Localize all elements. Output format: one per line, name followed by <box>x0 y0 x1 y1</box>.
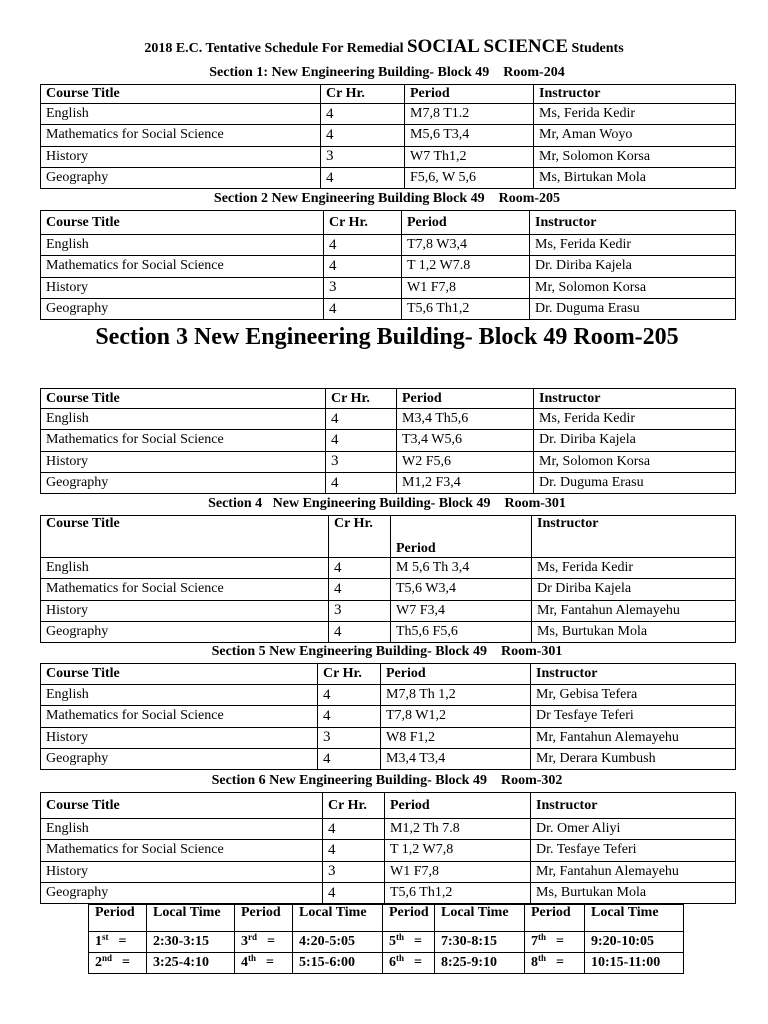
local-time-cell: 5:15-6:00 <box>293 953 383 974</box>
period-cell: M1,2 F3,4 <box>397 472 534 493</box>
local-time-cell: 3:25-4:10 <box>147 953 235 974</box>
course-title-cell: History <box>41 451 326 472</box>
local-time-cell: 8:25-9:10 <box>435 953 525 974</box>
period-number-cell <box>235 932 293 953</box>
column-header: Instructor <box>532 516 736 558</box>
table-row <box>41 861 736 882</box>
instructor-cell: Ms, Burtukan Mola <box>531 882 736 903</box>
local-time-cell: 7:30-8:15 <box>435 932 525 953</box>
period-ordinal-suffix: th <box>538 932 547 942</box>
period-cell: T 1,2 W7.8 <box>402 256 530 277</box>
period-time-header: Period <box>89 905 147 932</box>
equals-sign: = <box>118 934 127 949</box>
period-cell: W8 F1,2 <box>381 727 531 748</box>
equals-sign: = <box>414 934 422 949</box>
instructor-cell: Ms, Ferida Kedir <box>534 104 736 125</box>
instructor-cell: Mr, Aman Woyo <box>534 125 736 146</box>
course-title-cell: Geography <box>41 472 326 493</box>
table-header-row <box>41 211 736 235</box>
course-title-cell: Mathematics for Social Science <box>41 706 318 727</box>
section-1-heading: Section 1: New Engineering Building- Block 49 Room-204 <box>209 65 565 80</box>
period-ordinal-suffix: th <box>396 932 405 942</box>
section-4-heading: Section 4 New Engineering Building- Block 49 Room-301 <box>208 496 566 511</box>
table-header-row <box>41 664 736 685</box>
title-highlight: SOCIAL SCIENCE <box>406 36 569 57</box>
course-title-cell: Mathematics for Social Science <box>41 256 324 277</box>
period-time-header: Local Time <box>585 905 684 932</box>
instructor-cell: Mr, Solomon Korsa <box>530 277 736 298</box>
course-title-cell: English <box>41 409 326 430</box>
period-number-cell <box>89 932 147 953</box>
period-cell: T5,6 Th1,2 <box>402 298 530 319</box>
period-cell: T7,8 W3,4 <box>402 235 530 256</box>
period-ordinal-suffix: th <box>248 953 257 963</box>
credit-hour-cell: 4 <box>323 819 385 840</box>
column-header: Course Title <box>41 211 324 235</box>
period-cell: M5,6 T3,4 <box>405 125 534 146</box>
period-ordinal-suffix: st <box>102 932 109 942</box>
table-row <box>41 600 736 621</box>
period-cell: T5,6 W3,4 <box>391 579 532 600</box>
credit-hour-cell: 4 <box>329 621 391 642</box>
column-header: Instructor <box>531 664 736 685</box>
period-cell: T3,4 W5,6 <box>397 430 534 451</box>
period-number: 7 <box>531 934 538 949</box>
credit-hour-cell: 4 <box>326 430 397 451</box>
credit-hour-cell: 4 <box>321 104 405 125</box>
period-number: 4 <box>241 955 248 970</box>
table-row <box>41 727 736 748</box>
instructor-cell: Ms, Burtukan Mola <box>532 621 736 642</box>
period-ordinal-suffix: nd <box>102 953 113 963</box>
table-header-row <box>41 85 736 104</box>
table-row <box>41 430 736 451</box>
title-prefix: 2018 E.C. Tentative Schedule For Remedial <box>144 41 404 56</box>
period-ordinal-suffix: rd <box>248 932 257 942</box>
instructor-cell: Dr. Tesfaye Teferi <box>531 840 736 861</box>
column-header: Course Title <box>41 389 326 409</box>
credit-hour-cell: 4 <box>321 167 405 188</box>
period-number: 8 <box>531 955 538 970</box>
period-cell: F5,6, W 5,6 <box>405 167 534 188</box>
table-row <box>41 277 736 298</box>
period-cell: T5,6 Th1,2 <box>385 882 531 903</box>
instructor-cell: Ms, Birtukan Mola <box>534 167 736 188</box>
period-number-cell <box>383 932 435 953</box>
period-time-header: Local Time <box>147 905 235 932</box>
period-number-cell <box>525 932 585 953</box>
table-header-row <box>41 389 736 409</box>
column-header: Course Title <box>41 664 318 685</box>
course-title-cell: English <box>41 685 318 706</box>
credit-hour-cell: 3 <box>321 146 405 167</box>
column-header: Course Title <box>41 85 321 104</box>
section-4-table <box>40 515 736 643</box>
credit-hour-cell: 4 <box>318 685 381 706</box>
local-time-cell: 4:20-5:05 <box>293 932 383 953</box>
table-row <box>41 167 736 188</box>
credit-hour-cell: 4 <box>329 579 391 600</box>
period-number-cell <box>525 953 585 974</box>
period-number-cell <box>235 953 293 974</box>
course-title-cell: English <box>41 104 321 125</box>
period-ordinal-suffix: th <box>538 953 547 963</box>
period-number-cell <box>89 953 147 974</box>
period-number: 1 <box>95 934 102 949</box>
instructor-cell: Mr, Solomon Korsa <box>534 451 736 472</box>
column-header: Period <box>402 211 530 235</box>
course-title-cell: History <box>41 277 324 298</box>
period-time-header: Period <box>525 905 585 932</box>
table-row <box>41 146 736 167</box>
instructor-cell: Mr, Gebisa Tefera <box>531 685 736 706</box>
period-cell: T 1,2 W7,8 <box>385 840 531 861</box>
column-header: Period <box>391 516 532 558</box>
column-header: Period <box>397 389 534 409</box>
instructor-cell: Dr. Diriba Kajela <box>534 430 736 451</box>
instructor-cell: Ms, Ferida Kedir <box>532 558 736 579</box>
period-time-header-row <box>89 905 684 932</box>
credit-hour-cell: 4 <box>326 409 397 430</box>
column-header: Cr Hr. <box>321 85 405 104</box>
equals-sign: = <box>267 934 275 949</box>
title-suffix: Students <box>571 41 624 56</box>
period-cell: W7 Th1,2 <box>405 146 534 167</box>
column-header: Cr Hr. <box>324 211 402 235</box>
table-row <box>41 298 736 319</box>
credit-hour-cell: 4 <box>323 882 385 903</box>
period-cell: M 5,6 Th 3,4 <box>391 558 532 579</box>
course-title-cell: Geography <box>41 167 321 188</box>
column-header: Cr Hr. <box>326 389 397 409</box>
instructor-cell: Mr, Fantahun Alemayehu <box>532 600 736 621</box>
period-cell: W7 F3,4 <box>391 600 532 621</box>
period-time-row <box>89 953 684 974</box>
instructor-cell: Ms, Ferida Kedir <box>530 235 736 256</box>
course-title-cell: Mathematics for Social Science <box>41 579 329 600</box>
credit-hour-cell: 4 <box>323 840 385 861</box>
table-row <box>41 125 736 146</box>
course-title-cell: English <box>41 235 324 256</box>
credit-hour-cell: 4 <box>324 235 402 256</box>
period-cell: W2 F5,6 <box>397 451 534 472</box>
table-row <box>41 579 736 600</box>
column-header: Instructor <box>534 389 736 409</box>
table-row <box>41 451 736 472</box>
course-title-cell: Geography <box>41 882 323 903</box>
table-row <box>41 685 736 706</box>
table-row <box>41 409 736 430</box>
instructor-cell: Dr. Omer Aliyi <box>531 819 736 840</box>
period-cell: T7,8 W1,2 <box>381 706 531 727</box>
section-2-heading: Section 2 New Engineering Building Block 49 Room-205 <box>213 191 561 206</box>
instructor-cell: Dr Diriba Kajela <box>532 579 736 600</box>
credit-hour-cell: 3 <box>326 451 397 472</box>
local-time-cell: 2:30-3:15 <box>147 932 235 953</box>
column-header: Cr Hr. <box>323 793 385 819</box>
period-number: 3 <box>241 934 248 949</box>
credit-hour-cell: 4 <box>326 472 397 493</box>
section-3-heading: Section 3 New Engineering Building- Block 49 Room-205 <box>95 324 679 350</box>
period-time-header: Period <box>235 905 293 932</box>
column-header: Instructor <box>530 211 736 235</box>
table-row <box>41 558 736 579</box>
table-row <box>41 472 736 493</box>
table-row <box>41 706 736 727</box>
period-ordinal-suffix: th <box>396 953 405 963</box>
period-cell: M1,2 Th 7.8 <box>385 819 531 840</box>
instructor-cell: Mr, Derara Kumbush <box>531 748 736 769</box>
period-cell: M3,4 Th5,6 <box>397 409 534 430</box>
section-5-table <box>40 663 736 770</box>
course-title-cell: English <box>41 558 329 579</box>
equals-sign: = <box>414 955 422 970</box>
section-3-table <box>40 388 736 494</box>
equals-sign: = <box>556 955 564 970</box>
instructor-cell: Dr. Duguma Erasu <box>534 472 736 493</box>
section-6-table <box>40 792 736 904</box>
column-header: Period <box>405 85 534 104</box>
local-time-cell: 9:20-10:05 <box>585 932 684 953</box>
table-row <box>41 256 736 277</box>
equals-sign: = <box>556 934 564 949</box>
local-time-cell: 10:15-11:00 <box>585 953 684 974</box>
period-time-header: Period <box>383 905 435 932</box>
period-number: 5 <box>389 934 396 949</box>
instructor-cell: Mr, Solomon Korsa <box>534 146 736 167</box>
period-number: 6 <box>389 955 396 970</box>
credit-hour-cell: 3 <box>323 861 385 882</box>
period-time-header: Local Time <box>293 905 383 932</box>
credit-hour-cell: 4 <box>324 256 402 277</box>
period-cell: W1 F7,8 <box>402 277 530 298</box>
column-header: Course Title <box>41 516 329 558</box>
equals-sign: = <box>122 955 130 970</box>
course-title-cell: History <box>41 861 323 882</box>
period-number: 2 <box>95 955 102 970</box>
document-title <box>0 36 768 58</box>
course-title-cell: English <box>41 819 323 840</box>
credit-hour-cell: 4 <box>321 125 405 146</box>
credit-hour-cell: 4 <box>318 706 381 727</box>
credit-hour-cell: 4 <box>318 748 381 769</box>
table-header-row <box>41 516 736 558</box>
table-header-row <box>41 793 736 819</box>
instructor-cell: Mr, Fantahun Alemayehu <box>531 727 736 748</box>
course-title-cell: History <box>41 146 321 167</box>
course-title-cell: History <box>41 600 329 621</box>
credit-hour-cell: 3 <box>318 727 381 748</box>
course-title-cell: Mathematics for Social Science <box>41 840 323 861</box>
equals-sign: = <box>266 955 274 970</box>
instructor-cell: Dr Tesfaye Teferi <box>531 706 736 727</box>
column-header: Cr Hr. <box>318 664 381 685</box>
section-1-table <box>40 84 736 189</box>
table-row <box>41 235 736 256</box>
section-2-table <box>40 210 736 320</box>
table-row <box>41 748 736 769</box>
instructor-cell: Dr. Duguma Erasu <box>530 298 736 319</box>
section-5-heading: Section 5 New Engineering Building- Block 49 Room-301 <box>211 644 563 659</box>
period-time-row <box>89 932 684 953</box>
column-header: Instructor <box>531 793 736 819</box>
period-cell: M3,4 T3,4 <box>381 748 531 769</box>
column-header: Course Title <box>41 793 323 819</box>
instructor-cell: Mr, Fantahun Alemayehu <box>531 861 736 882</box>
table-row <box>41 819 736 840</box>
period-cell: M7,8 T1.2 <box>405 104 534 125</box>
course-title-cell: Mathematics for Social Science <box>41 430 326 451</box>
credit-hour-cell: 3 <box>329 600 391 621</box>
table-row <box>41 104 736 125</box>
course-title-cell: Geography <box>41 298 324 319</box>
period-number-cell <box>383 953 435 974</box>
column-header: Period <box>381 664 531 685</box>
column-header: Instructor <box>534 85 736 104</box>
section-6-heading: Section 6 New Engineering Building- Block 49 Room-302 <box>211 773 563 788</box>
period-cell: Th5,6 F5,6 <box>391 621 532 642</box>
column-header: Cr Hr. <box>329 516 391 558</box>
instructor-cell: Dr. Diriba Kajela <box>530 256 736 277</box>
credit-hour-cell: 4 <box>329 558 391 579</box>
credit-hour-cell: 3 <box>324 277 402 298</box>
course-title-cell: Mathematics for Social Science <box>41 125 321 146</box>
column-header: Period <box>385 793 531 819</box>
period-time-table <box>88 904 684 974</box>
course-title-cell: Geography <box>41 621 329 642</box>
table-row <box>41 621 736 642</box>
period-time-header: Local Time <box>435 905 525 932</box>
period-cell: W1 F7,8 <box>385 861 531 882</box>
course-title-cell: Geography <box>41 748 318 769</box>
table-row <box>41 882 736 903</box>
table-row <box>41 840 736 861</box>
course-title-cell: History <box>41 727 318 748</box>
credit-hour-cell: 4 <box>324 298 402 319</box>
period-cell: M7,8 Th 1,2 <box>381 685 531 706</box>
instructor-cell: Ms, Ferida Kedir <box>534 409 736 430</box>
